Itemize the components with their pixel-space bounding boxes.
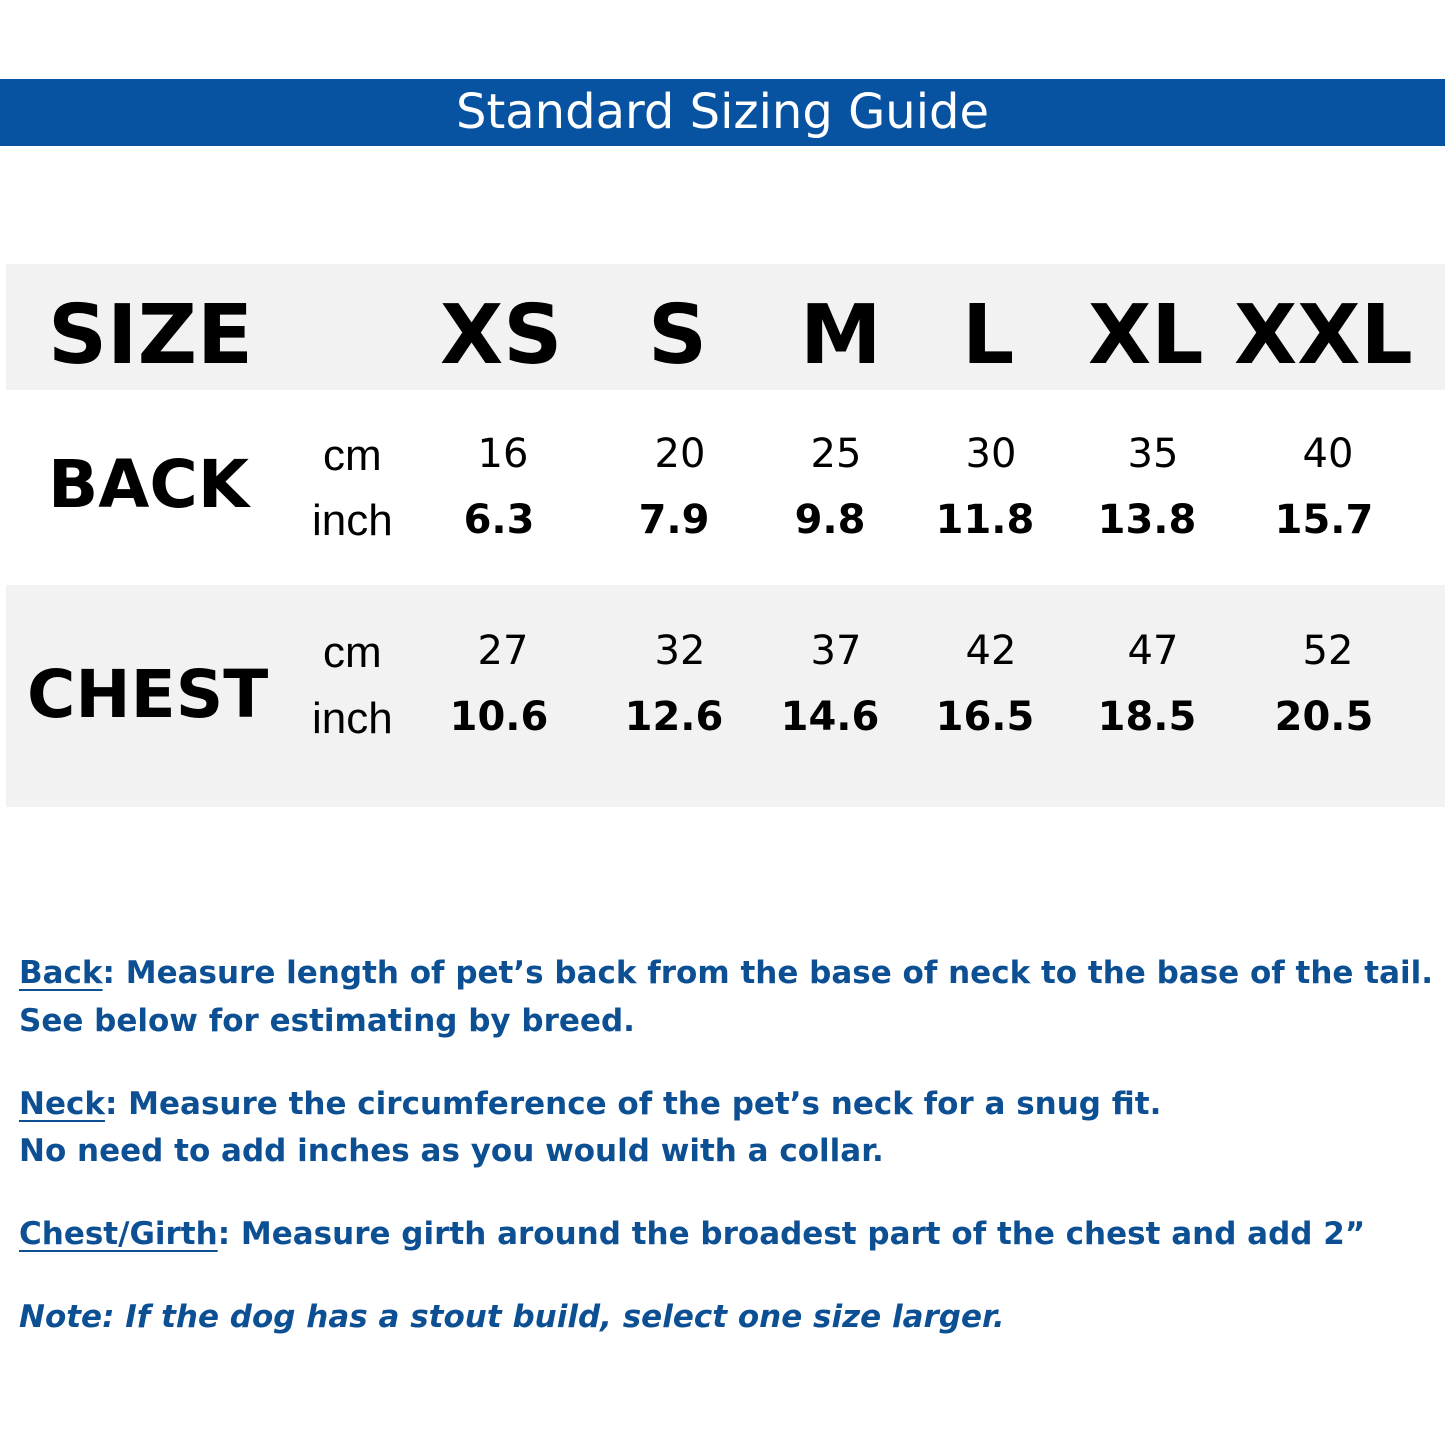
- chest-cm-l: 42: [965, 628, 1017, 674]
- chest-inch-xxl: 20.5: [1274, 694, 1374, 740]
- back-note-line2: See below for estimating by breed.: [19, 1003, 635, 1039]
- chest-note-text: : Measure girth around the broadest part of the chest and add 2”: [217, 1216, 1366, 1252]
- back-cm-xs: 16: [477, 431, 529, 477]
- size-xl: XL: [1088, 288, 1204, 383]
- page-title: Standard Sizing Guide: [0, 79, 1445, 146]
- neck-note-line2: No need to add inches as you would with a collar.: [19, 1133, 884, 1169]
- back-unit-cm: cm: [323, 431, 382, 480]
- back-inch-m: 9.8: [794, 497, 866, 543]
- chest-cm-s: 32: [654, 628, 706, 674]
- chest-term: Chest/Girth: [19, 1216, 218, 1252]
- neck-term: Neck: [19, 1086, 105, 1122]
- back-cm-m: 25: [810, 431, 862, 477]
- back-note: [19, 950, 1433, 997]
- size-s: S: [648, 288, 708, 383]
- chest-unit-cm: cm: [323, 628, 382, 677]
- chest-inch-m: 14.6: [780, 694, 880, 740]
- back-cm-xxl: 40: [1302, 431, 1354, 477]
- size-xxl: XXL: [1234, 288, 1413, 383]
- chest-cm-m: 37: [810, 628, 862, 674]
- back-unit-inch: inch: [312, 496, 393, 545]
- back-cm-s: 20: [654, 431, 706, 477]
- back-cm-xl: 35: [1127, 431, 1179, 477]
- back-inch-xs: 6.3: [463, 497, 535, 543]
- size-xs: XS: [440, 288, 563, 383]
- chest-cm-xs: 27: [477, 628, 529, 674]
- chest-label: CHEST: [27, 656, 269, 733]
- neck-note: [19, 1081, 1161, 1128]
- back-inch-xl: 13.8: [1097, 497, 1197, 543]
- back-term: Back: [19, 955, 103, 991]
- chest-inch-xs: 10.6: [449, 694, 549, 740]
- chest-inch-l: 16.5: [935, 694, 1035, 740]
- size-label: SIZE: [48, 288, 254, 383]
- size-l: L: [962, 288, 1015, 383]
- chest-unit-inch: inch: [312, 694, 393, 743]
- chest-note: [19, 1211, 1365, 1258]
- stout-note: Note: If the dog has a stout build, select one size larger.: [19, 1299, 1005, 1335]
- back-cm-l: 30: [965, 431, 1017, 477]
- neck-note-text: : Measure the circumference of the pet’s neck for a snug fit.: [104, 1086, 1162, 1122]
- back-label: BACK: [48, 446, 249, 523]
- chest-cm-xxl: 52: [1302, 628, 1354, 674]
- size-m: M: [800, 288, 882, 383]
- back-inch-xxl: 15.7: [1274, 497, 1374, 543]
- chest-inch-xl: 18.5: [1097, 694, 1197, 740]
- back-inch-s: 7.9: [638, 497, 710, 543]
- chest-cm-xl: 47: [1127, 628, 1179, 674]
- back-note-text: : Measure length of pet’s back from the base of neck to the base of the tail.: [102, 955, 1434, 991]
- back-inch-l: 11.8: [935, 497, 1035, 543]
- chest-inch-s: 12.6: [624, 694, 724, 740]
